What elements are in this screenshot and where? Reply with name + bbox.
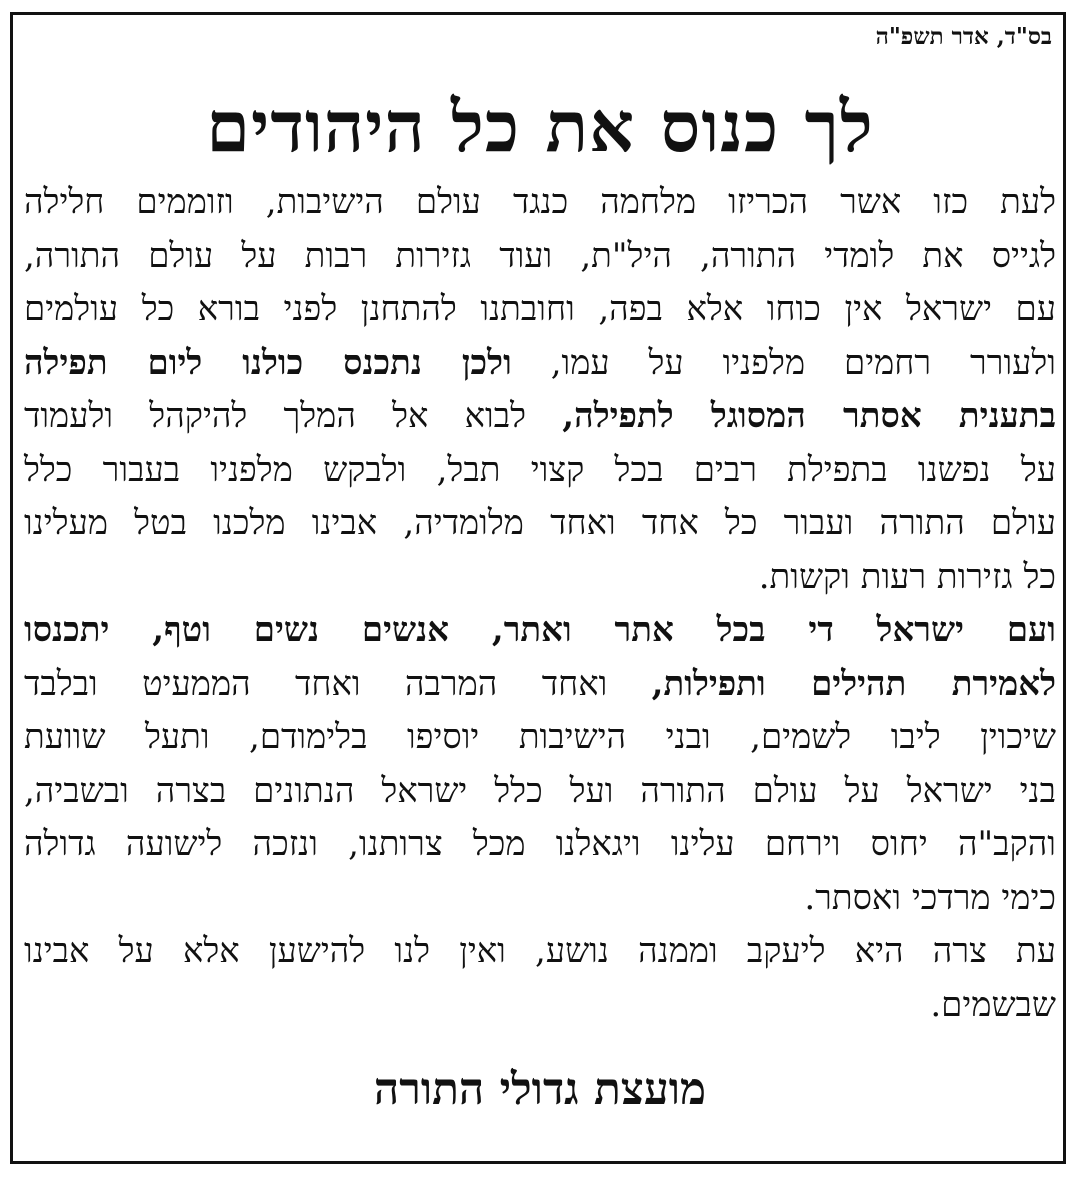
- text-line: לעת כזו אשר הכריזו מלחמה כנגד עולם הישיבות, וזוממים חלילה: [24, 182, 1056, 222]
- paragraph-1: [24, 176, 1056, 604]
- page-title: לך כנוס את כל היהודים: [206, 85, 874, 168]
- text-bold: בתענית אסתר המסוגל לתפילה,: [562, 396, 1056, 436]
- text-line: עם ישראל אין כוחו אלא בפה, וחובתנו להתחנן לפני בורא כל עולמים: [24, 289, 1057, 329]
- text-line: [24, 658, 1056, 712]
- text-regular: ולעורר רחמים מלפניו על עמו,: [550, 342, 1056, 383]
- text-line: עולם התורה ועבור כל אחד ואחד מלומדיה, אבינו מלכנו בטל מעלינו: [24, 503, 1056, 543]
- text-line: [24, 390, 1056, 444]
- text-line: כל גזירות רעות וקשות.: [758, 556, 1056, 597]
- text-bold: ולכן נתכנס כולנו ליום תפילה: [24, 342, 512, 383]
- text-line: שבשמים.: [930, 984, 1056, 1025]
- text-line: עת צרה היא ליעקב וממנה נושע, ואין לנו להישען אלא על אבינו: [24, 931, 1056, 971]
- text-regular: ואחד המרבה ואחד הממעיט ובלבד: [24, 663, 608, 704]
- dateline: בס"ד, אדר תשפ"ה: [875, 23, 1052, 50]
- text-line: על נפשנו בתפילת רבים בכל קצוי תבל, ולבקש מלפניו בעבור כלל: [24, 449, 1056, 490]
- text-line: לגייס את לומדי התורה, היל"ת, ועוד גזירות רבות על עולם התורה,: [24, 235, 1056, 276]
- text-line: כימי מרדכי ואסתר.: [804, 877, 1056, 918]
- paragraph-2: [24, 604, 1056, 925]
- text-line: ועם ישראל די בכל אתר ואתר, אנשים נשים וטף, יתכנסו: [24, 610, 1056, 650]
- text-line: שיכוין ליבו לשמים, ובני הישיבות יוסיפו בלימודם, ותעל שוועת: [24, 717, 1056, 757]
- text-line: בני ישראל על עולם התורה ועל כלל ישראל הנתונים בצרה ובשביה,: [24, 770, 1056, 811]
- text-regular: לבוא אל המלך להיקהל ולעמוד: [24, 396, 527, 436]
- signature: מועצת גדולי התורה: [373, 1064, 707, 1115]
- text-bold: לאמירת תהילים ותפילות,: [651, 663, 1056, 704]
- paragraph-3: [24, 925, 1056, 1032]
- notice-page: [24, 20, 1056, 1120]
- text-line: והקב"ה יחוס וירחם עלינו ויגאלנו מכל צרותנו, ונזכה לישועה גדולה: [24, 824, 1056, 864]
- text-line: [24, 337, 1056, 391]
